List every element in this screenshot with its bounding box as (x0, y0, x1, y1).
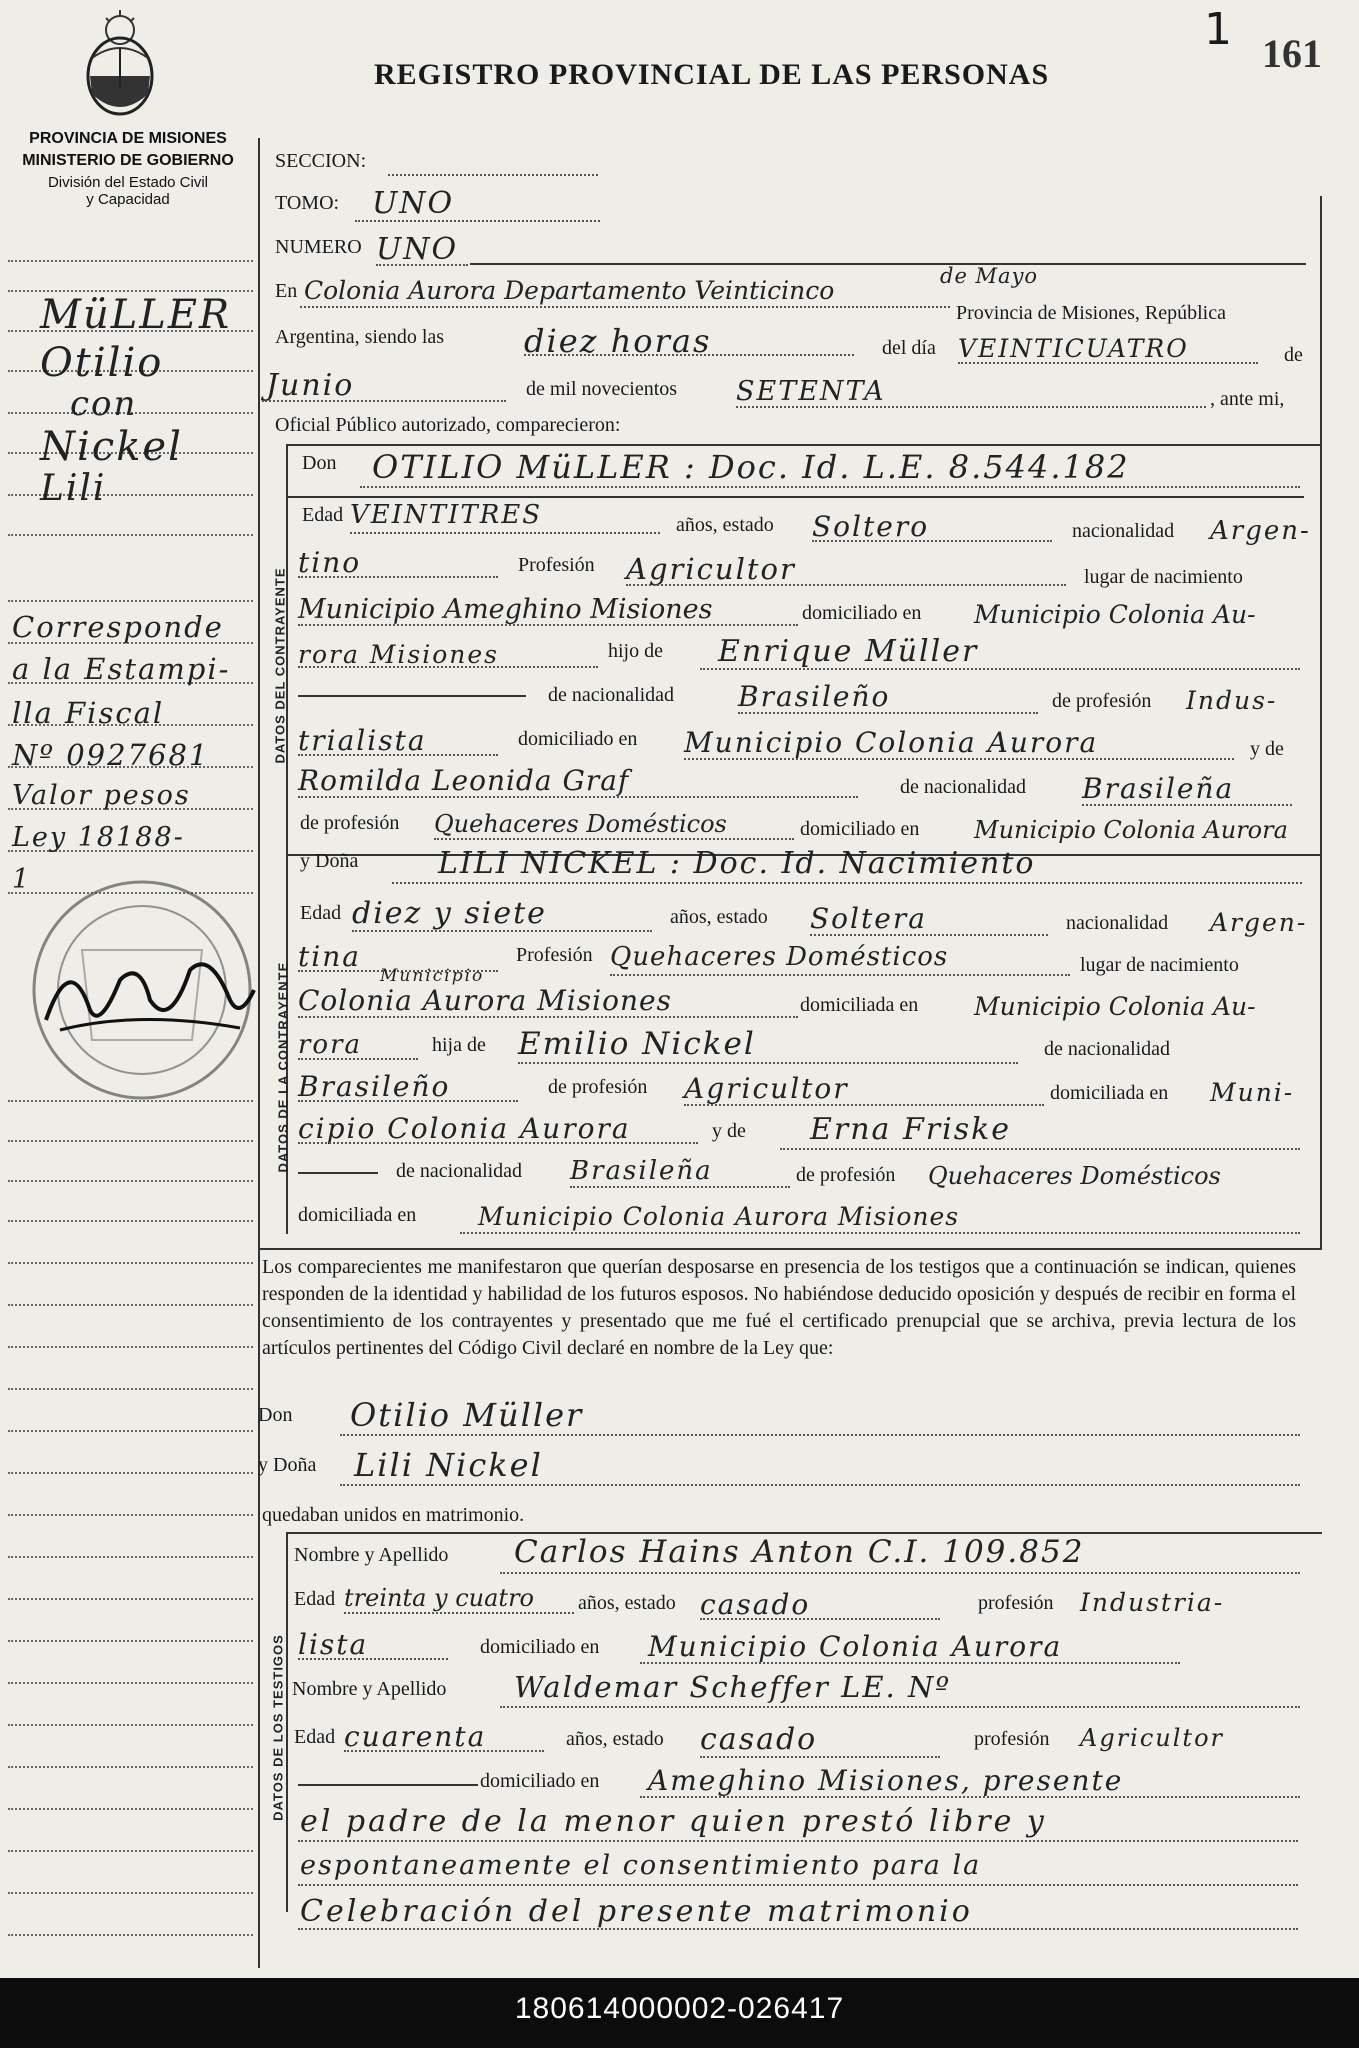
bride-padre-dom-cont: cipio Colonia Aurora (298, 1112, 631, 1145)
en-line (300, 306, 950, 308)
t2-estado: casado (700, 1722, 818, 1757)
groom-madre-prof: Quehaceres Domésticos (434, 810, 727, 838)
org-line: PROVINCIA DE MISIONES (29, 130, 227, 147)
org-block (8, 130, 248, 208)
right-rule (1320, 196, 1322, 1248)
groom-padre: Enrique Müller (718, 634, 979, 669)
groom-lugar: Municipio Ameghino Misiones (298, 594, 713, 625)
margin-note-stamp-line: 1 (12, 864, 32, 895)
bride-madre-dom-line (460, 1232, 1300, 1234)
groom-prof-line (626, 584, 1066, 586)
bride-lugar-note: Municipio (380, 966, 485, 986)
groom-name-line (360, 486, 1300, 488)
madre-nac-label: de nacionalidad (396, 1160, 523, 1182)
t2-edad-line (344, 1750, 544, 1752)
edad-label: Edad (300, 902, 342, 924)
groom-estado-line (812, 540, 1052, 542)
margin-note-stamp-line: Ley 18188- (12, 822, 185, 853)
document-id: 180614000002-026417 (514, 1992, 845, 2025)
madre-dom-label: domiciliado en (800, 818, 920, 840)
bride-profesion: Quehaceres Domésticos (610, 942, 949, 972)
t1-edad-label: Edad (294, 1588, 336, 1610)
testigos-side-label: DATOS DE LOS TESTIGOS (270, 1634, 286, 1821)
groom-padre-line (700, 668, 1300, 670)
profesion-label: Profesión (518, 554, 595, 576)
footer-bar (0, 1978, 1359, 2048)
numero-value: UNO (376, 232, 459, 267)
t1-prof-cont: lista (298, 1628, 369, 1661)
mes-value: Junio (266, 368, 355, 403)
anio-text: de mil novecientos (526, 378, 678, 400)
lugar-label: lugar de nacimiento (1080, 954, 1239, 976)
bride-madre-nac: Brasileña (570, 1156, 713, 1186)
en-extra: de Mayo (940, 264, 1039, 288)
bride-name-line (392, 882, 1302, 884)
hija-label: hija de (432, 1034, 486, 1056)
bride-padre-prof-line (684, 1104, 1044, 1106)
note-line-2 (298, 1884, 1298, 1886)
madre-nac-label: de nacionalidad (900, 776, 1027, 798)
signature-mark (40, 940, 260, 1040)
groom-madre: Romilda Leonida Graf (298, 764, 630, 797)
margin-note-con: con (70, 384, 138, 424)
margin-note-firstname: Otilio (40, 340, 164, 386)
provincia-text: Provincia de Misiones, República (956, 302, 1226, 324)
bride-padre-nac: Brasileño (298, 1070, 451, 1103)
coat-of-arms-emblem (78, 8, 162, 118)
t1-dom: Municipio Colonia Aurora (648, 1630, 1063, 1663)
anios-estado-label: años, estado (670, 906, 768, 928)
bride-domicilio: Municipio Colonia Au- (974, 992, 1256, 1021)
numero-line (376, 264, 468, 266)
stamp-number: 161 (1262, 31, 1322, 76)
t2-dom-line (640, 1796, 1300, 1798)
t2-dom-label: domiciliado en (480, 1770, 600, 1792)
bride-lugar: Colonia Aurora Misiones (298, 984, 672, 1017)
bride-nacionalidad-cont: tina (298, 940, 361, 973)
seccion-label: SECCION: (275, 150, 367, 172)
groom-madre-nac: Brasileña (1082, 772, 1235, 805)
en-value: Colonia Aurora Departamento Veinticinco (304, 276, 835, 305)
tomo-value: UNO (372, 186, 455, 221)
bride-padre: Emilio Nickel (518, 1026, 756, 1062)
groom-domicilio-cont: rora Misiones (298, 640, 499, 669)
anio-line (736, 406, 1206, 408)
margin-note-stamp-line: Nº 0927681 (12, 738, 210, 772)
t1-prof: Industria- (1080, 1588, 1225, 1617)
decl-closing: quedaban unidos en matrimonio. (262, 1504, 525, 1526)
t1-dom-label: domiciliado en (480, 1636, 600, 1658)
margin-note-stamp-line: lla Fiscal (12, 696, 165, 730)
hora-line (524, 354, 854, 356)
t1-nombre-label: Nombre y Apellido (294, 1544, 449, 1566)
bride-estado-line (810, 934, 1048, 936)
t1-name-line (500, 1572, 1300, 1574)
bride-madre-line (780, 1148, 1300, 1150)
groom-padre-dom-line (684, 758, 1234, 760)
groom-madre-prof-line (434, 838, 794, 840)
t1-edad: treinta y cuatro (344, 1584, 534, 1612)
t2-note-line: espontaneamente el consentimiento para la (300, 1850, 982, 1881)
padre-nac-label: de nacionalidad (1044, 1038, 1171, 1060)
tomo-label: TOMO: (275, 192, 340, 214)
decl-don-line (340, 1434, 1300, 1436)
margin-note-surname: MüLLER (40, 292, 232, 338)
bride-estado: Soltera (810, 902, 927, 935)
groom-name: OTILIO MüLLER : Doc. Id. L.E. 8.544.182 (372, 448, 1130, 486)
padre-nac-label: de nacionalidad (548, 684, 675, 706)
bride-prof-line (610, 974, 1070, 976)
hora-value: diez horas (524, 322, 712, 360)
madre-prof-label: de profesión (300, 812, 400, 834)
margin-note-stamp-line: Valor pesos (12, 780, 191, 811)
groom-padre-nac-line (738, 712, 1038, 714)
bride-padre-line (518, 1062, 1018, 1064)
row-rule (286, 496, 1304, 498)
note-line-1 (298, 1840, 1298, 1842)
dia-label: del día (882, 337, 936, 359)
t1-profesion-label: profesión (978, 1592, 1054, 1614)
declaration-paragraph: Los comparecientes me manifestaron que querían desposarse en presencia de los testigos que a continuación se indican, quienes responden de la identidad y habilidad de los futuros esposos. No habiéndose deducido oposición y después de recibir en forma el consentimiento de los contrayentes y presentado que me fué el certificado prenupcial que se archiva, previa lectura de los artículos pertinentes del Código Civil declaré en nombre de la Ley que: (262, 1256, 1296, 1359)
groom-padre-dom: Municipio Colonia Aurora (684, 726, 1099, 759)
domiciliada-label: domiciliada en (800, 994, 919, 1016)
decl-dona-line (340, 1484, 1300, 1486)
bride-padre-dom: Muni- (1210, 1078, 1295, 1107)
t2-estado-line (700, 1756, 940, 1758)
padre-prof-label: de profesión (548, 1076, 648, 1098)
padre-prof-label: de profesión (1052, 690, 1152, 712)
bride-lugar-line (298, 1016, 798, 1018)
dia-value: VEINTICUATRO (958, 334, 1189, 363)
bride-madre-prof: Quehaceres Domésticos (928, 1162, 1221, 1190)
bride-nacionalidad: Argen- (1210, 908, 1308, 937)
dona-label: y Doña (300, 850, 359, 872)
contrayenta-side-label: DATOS DE LA CONTRAYENTE (275, 961, 291, 1173)
t1-estado: casado (700, 1588, 811, 1621)
section-rule (258, 1248, 1322, 1250)
hijo-label: hijo de (608, 640, 663, 662)
groom-padre-prof: Indus- (1186, 686, 1278, 715)
y-de-label: y de (712, 1120, 746, 1142)
groom-dom-line (298, 666, 598, 668)
testigos-bracket (286, 1532, 288, 1912)
groom-profesion: Agricultor (626, 552, 796, 586)
anios-estado-label: años, estado (676, 514, 774, 536)
bride-name: LILI NICKEL : Doc. Id. Nacimiento (438, 846, 1036, 881)
t2-name-line (500, 1706, 1300, 1708)
y-de-label: y de (1250, 738, 1284, 760)
madre-prof-label: de profesión (796, 1164, 896, 1186)
edad-label: Edad (302, 504, 344, 526)
dia-de-label: de (1284, 344, 1303, 366)
decl-don-label: Don (258, 1404, 293, 1426)
padre-dom-label: domiciliado en (518, 728, 638, 750)
numero-rule (470, 263, 1306, 265)
oficial-text: Oficial Público autorizado, comparecieron: (275, 414, 621, 436)
t1-estado-line (700, 1618, 940, 1620)
groom-domicilio: Municipio Colonia Au- (974, 600, 1256, 629)
groom-madre-nac-line (1082, 804, 1292, 806)
t1-anios-estado: años, estado (578, 1592, 676, 1614)
bride-padre-dom-line (298, 1142, 698, 1144)
nacionalidad-label: nacionalidad (1072, 520, 1175, 542)
tomo-line (355, 220, 600, 222)
t2-nombre-label: Nombre y Apellido (292, 1678, 447, 1700)
groom-nacionalidad: Argen- (1210, 516, 1311, 546)
bride-dom-line (298, 1058, 418, 1060)
dia-line (958, 362, 1258, 364)
decl-don-value: Otilio Müller (350, 1396, 584, 1434)
t2-anios-estado: años, estado (566, 1728, 664, 1750)
row-rule (298, 1784, 478, 1786)
org-line: MINISTERIO DE GOBIERNO (22, 152, 234, 169)
section-rule (286, 444, 1322, 446)
t2-name: Waldemar Scheffer LE. Nº (514, 1670, 951, 1704)
groom-padre-nac: Brasileño (738, 680, 891, 713)
t1-edad-line (344, 1612, 574, 1614)
t2-profesion-label: profesión (974, 1728, 1050, 1750)
t1-prof-line (298, 1658, 448, 1660)
t1-name: Carlos Hains Anton C.I. 109.852 (514, 1534, 1085, 1570)
t2-edad-label: Edad (294, 1726, 336, 1748)
decl-dona-value: Lili Nickel (354, 1446, 543, 1484)
bride-madre-dom: Municipio Colonia Aurora Misiones (478, 1202, 960, 1231)
madre-dom-label: domiciliada en (298, 1204, 417, 1226)
t2-prof: Agricultor (1080, 1724, 1224, 1752)
groom-padre-prof-line (298, 754, 498, 756)
groom-estado: Soltero (812, 510, 930, 543)
row-rule (298, 1172, 378, 1174)
bride-padre-prof: Agricultor (684, 1072, 849, 1105)
margin-note-bride-name: Lili (40, 468, 107, 509)
groom-madre-dom: Municipio Colonia Aurora (974, 816, 1288, 844)
t2-note-line: Celebración del presente matrimonio (300, 1894, 973, 1929)
numero-label: NUMERO (275, 236, 362, 258)
lugar-label: lugar de nacimiento (1084, 566, 1243, 588)
contrayente-side-label: DATOS DEL CONTRAYENTE (272, 567, 288, 764)
bride-edad: diez y siete (352, 896, 547, 931)
seccion-value-line (388, 174, 598, 176)
decl-dona-label: y Doña (258, 1454, 317, 1476)
groom-lugar-line (298, 624, 798, 626)
groom-nacionalidad-cont: tino (298, 546, 362, 579)
org-line: y Capacidad (86, 191, 170, 208)
margin-note-stamp-line: Corresponde (12, 610, 224, 644)
don-label: Don (302, 452, 337, 474)
t1-dom-line (640, 1662, 1180, 1664)
org-line: División del Estado Civil (47, 174, 209, 191)
groom-edad: VEINTITRES (350, 500, 543, 530)
anio-value: SETENTA (736, 376, 886, 407)
document-title: REGISTRO PROVINCIAL DE LAS PERSONAS (374, 58, 1050, 91)
padre-dom-label: domiciliada en (1050, 1082, 1169, 1104)
bride-domicilio-cont: rora (298, 1030, 363, 1060)
row-rule (298, 695, 526, 697)
bride-madre-nac-line (570, 1186, 790, 1188)
t2-edad: cuarenta (344, 1720, 487, 1753)
groom-edad-line (350, 532, 660, 534)
ante-mi-text: , ante mi, (1210, 388, 1285, 410)
nacionalidad-label: nacionalidad (1066, 912, 1169, 934)
note-line-3 (298, 1928, 1298, 1930)
en-label: En (275, 280, 298, 302)
argentina-text: Argentina, siendo las (275, 326, 445, 348)
domiciliado-label: domiciliado en (802, 602, 922, 624)
margin-note-stamp-line: a la Estampi- (12, 652, 231, 686)
page-number: 1 (1204, 4, 1232, 55)
t2-dom: Ameghino Misiones, presente (648, 1764, 1124, 1797)
bride-padre-nac-line (298, 1100, 518, 1102)
t2-note-line: el padre de la menor quien prestó libre y (300, 1804, 1047, 1839)
mes-line (262, 400, 506, 402)
margin-note-bride-surname: Nickel (40, 424, 183, 470)
bride-edad-line (352, 930, 652, 932)
groom-nac-line (298, 576, 498, 578)
groom-padre-prof-cont: trialista (298, 724, 427, 757)
profesion-label: Profesión (516, 944, 593, 966)
groom-madre-line (298, 796, 858, 798)
bride-madre: Erna Friske (810, 1112, 1012, 1147)
